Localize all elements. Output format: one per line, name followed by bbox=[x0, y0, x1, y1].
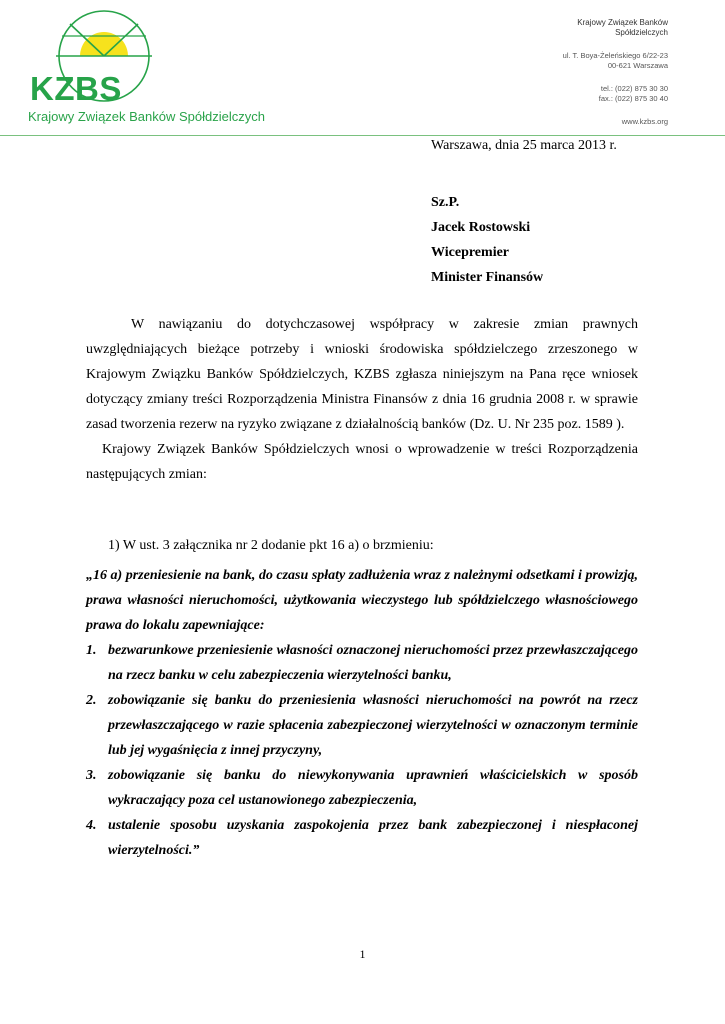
quote-intro: „16 a) przeniesienie na bank, do czasu spłaty zadłużenia wraz z należnymi odsetkami i prowizją, prawa własności nieruchomości, użytkowania wieczystego lub spółdzielczego własnościowego prawa do lokalu zapewniające: bbox=[86, 568, 638, 633]
recipient-block bbox=[431, 190, 543, 290]
phone-number: tel.: (022) 875 30 30 bbox=[600, 84, 668, 93]
logo-full-name: Krajowy Związek Banków Spółdzielczych bbox=[28, 109, 265, 124]
list-item-number: 2. bbox=[86, 693, 97, 708]
list-item-text: ustalenie sposobu uzyskania zaspokojenia przez bank zabezpieczonej i niespłaconej wierzytelności.” bbox=[108, 818, 638, 858]
org-name-line2: Spółdzielczych bbox=[615, 28, 668, 37]
website-link[interactable]: www.kzbs.org bbox=[621, 117, 668, 126]
recipient-title: Wicepremier bbox=[431, 245, 510, 260]
letter-body bbox=[86, 312, 638, 487]
proposed-wording bbox=[86, 563, 638, 863]
list-item bbox=[86, 813, 638, 863]
letterhead-contact bbox=[563, 18, 668, 126]
list-item-text: zobowiązanie się banku do niewykonywania uprawnień właścicielskich w sposób wykraczający poza cel ustanowionego zabezpieczenia, bbox=[108, 768, 638, 808]
body-paragraph-1: W nawiązaniu do dotychczasowej współpracy w zakresie zmian prawnych uwzględniających bieżące potrzeby i wnioski środowiska spółdzielczego zrzeszonego w Krajowym Związku Banków Spółdzielczych, KZBS zgłasza niniejszym na Pana ręce wniosek dotyczący zmiany treści Rozporządzenia Ministra Finansów z dnia 16 grudnia 2008 r. w sprawie zasad tworzenia rezerw na ryzyko związane z działalnością banków (Dz. U. Nr 235 poz. 1589 ). bbox=[86, 317, 638, 432]
address-line2: 00-621 Warszawa bbox=[607, 60, 668, 70]
list-item-number: 4. bbox=[86, 818, 97, 833]
recipient-office: Minister Finansów bbox=[431, 270, 544, 285]
header-divider bbox=[0, 135, 725, 136]
list-item-number: 3. bbox=[86, 768, 97, 783]
list-item bbox=[86, 688, 638, 763]
list-item bbox=[86, 638, 638, 688]
list-heading: 1) W ust. 3 załącznika nr 2 dodanie pkt 16 a) o brzmieniu: bbox=[108, 538, 434, 553]
quote-list bbox=[86, 638, 638, 863]
list-item bbox=[86, 763, 638, 813]
org-name-line1: Krajowy Związek Banków bbox=[577, 18, 668, 27]
logo-wordmark: KZBS bbox=[30, 70, 122, 107]
body-paragraph-2: Krajowy Związek Banków Spółdzielczych wnosi o wprowadzenie w treści Rozporządzenia następujących zmian: bbox=[86, 442, 638, 482]
list-item-text: bezwarunkowe przeniesienie własności oznaczonej nieruchomości przez przewłaszczającego na rzecz banku w celu zabezpieczenia wierzytelności banku, bbox=[108, 643, 638, 683]
list-item-text: zobowiązanie się banku do przeniesienia własności nieruchomości na powrót na rzecz przewłaszczającego w razie spłacenia zabezpieczonej wierzytelności w oznaczonym terminie lub jej wygaśnięcia z innej przyczyny, bbox=[108, 693, 638, 758]
fax-number: fax.: (022) 875 30 40 bbox=[598, 93, 668, 103]
recipient-name: Jacek Rostowski bbox=[431, 220, 531, 235]
letter-date: Warszawa, dnia 25 marca 2013 r. bbox=[431, 138, 617, 153]
page-number: 1 bbox=[359, 947, 366, 961]
recipient-salutation: Sz.P. bbox=[431, 195, 460, 210]
address-line1: ul. T. Boya-Żeleńskiego 6/22-23 bbox=[562, 51, 668, 60]
list-item-number: 1. bbox=[86, 643, 97, 658]
